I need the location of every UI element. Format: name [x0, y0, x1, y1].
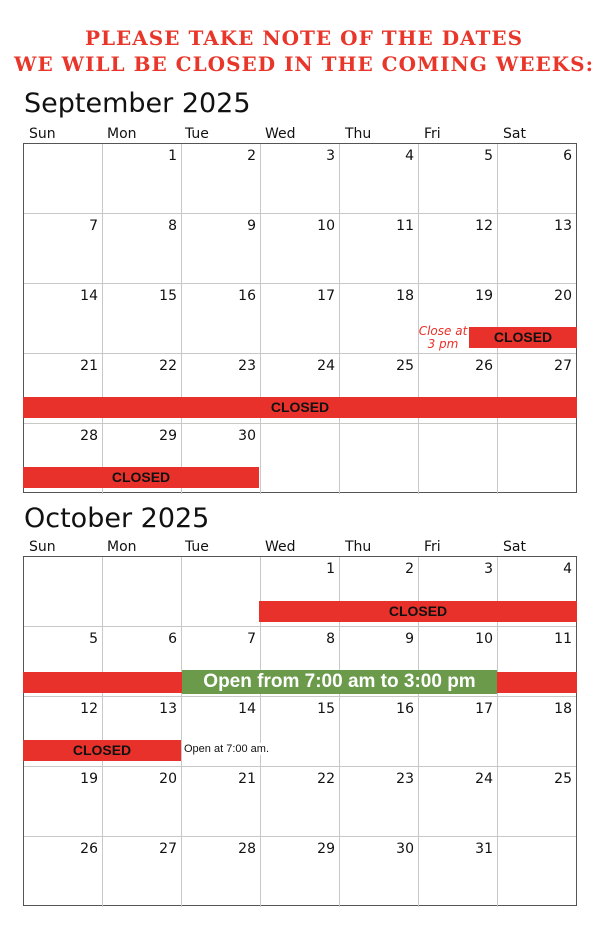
- day-number: 23: [396, 771, 414, 787]
- day-cell: [24, 767, 103, 837]
- day-number: 10: [317, 218, 335, 234]
- day-number: 18: [396, 288, 414, 304]
- day-cell: [182, 557, 261, 627]
- day-number: 6: [168, 631, 177, 647]
- day-cell: [103, 557, 182, 627]
- weekday-sun: Sun: [29, 539, 56, 555]
- day-cell: [498, 214, 576, 284]
- day-number: 2: [247, 148, 256, 164]
- weekday-fri: Fri: [424, 126, 441, 142]
- day-number: 20: [554, 288, 572, 304]
- day-cell: [24, 837, 103, 907]
- day-number: 2: [405, 561, 414, 577]
- day-cell: [261, 424, 340, 494]
- day-number: 26: [475, 358, 493, 374]
- day-cell: [340, 144, 419, 214]
- day-number: 14: [80, 288, 98, 304]
- day-cell: [182, 767, 261, 837]
- day-number: 1: [326, 561, 335, 577]
- day-cell: [24, 214, 103, 284]
- day-number: 22: [317, 771, 335, 787]
- day-number: 13: [554, 218, 572, 234]
- day-number: 31: [475, 841, 493, 857]
- day-number: 15: [159, 288, 177, 304]
- day-number: 25: [554, 771, 572, 787]
- day-cell: [498, 144, 576, 214]
- day-number: 18: [554, 701, 572, 717]
- weekday-fri: Fri: [424, 539, 441, 555]
- day-cell: [261, 214, 340, 284]
- day-number: 15: [317, 701, 335, 717]
- day-number: 1: [168, 148, 177, 164]
- day-number: 24: [317, 358, 335, 374]
- day-cell: [182, 144, 261, 214]
- weekday-sat: Sat: [503, 126, 526, 142]
- day-cell: [340, 697, 419, 767]
- day-cell: [103, 144, 182, 214]
- day-number: 29: [317, 841, 335, 857]
- weekday-thu: Thu: [345, 539, 372, 555]
- day-cell: [419, 837, 498, 907]
- day-cell: [182, 837, 261, 907]
- day-number: 30: [238, 428, 256, 444]
- day-number: 12: [80, 701, 98, 717]
- day-cell: [498, 837, 576, 907]
- day-number: 21: [238, 771, 256, 787]
- weekday-thu: Thu: [345, 126, 372, 142]
- weekday-wed: Wed: [265, 539, 296, 555]
- weekday-sun: Sun: [29, 126, 56, 142]
- day-cell: [419, 144, 498, 214]
- day-number: 11: [396, 218, 414, 234]
- day-cell: [24, 557, 103, 627]
- day-cell: [103, 767, 182, 837]
- day-number: 16: [238, 288, 256, 304]
- day-number: 4: [405, 148, 414, 164]
- day-number: 7: [247, 631, 256, 647]
- day-number: 28: [80, 428, 98, 444]
- day-cell: [498, 424, 576, 494]
- day-cell: [419, 214, 498, 284]
- day-cell: [182, 214, 261, 284]
- day-number: 9: [405, 631, 414, 647]
- weekday-sat: Sat: [503, 539, 526, 555]
- closed-bar-sep-20: CLOSED: [469, 327, 577, 348]
- day-number: 13: [159, 701, 177, 717]
- day-number: 6: [563, 148, 572, 164]
- day-number: 20: [159, 771, 177, 787]
- day-cell: [261, 284, 340, 354]
- day-number: 14: [238, 701, 256, 717]
- day-number: 8: [326, 631, 335, 647]
- day-cell: [103, 837, 182, 907]
- day-number: 19: [475, 288, 493, 304]
- close-early-note: Close at 3 pm: [418, 324, 468, 351]
- day-number: 3: [484, 561, 493, 577]
- day-number: 8: [168, 218, 177, 234]
- day-cell: [261, 767, 340, 837]
- day-number: 27: [554, 358, 572, 374]
- day-cell: [103, 214, 182, 284]
- closed-bar-sep-28-30: CLOSED: [23, 467, 259, 488]
- day-cell: [340, 284, 419, 354]
- day-cell: [103, 284, 182, 354]
- weekday-tue: Tue: [185, 126, 209, 142]
- day-cell: [498, 767, 576, 837]
- day-number: 5: [89, 631, 98, 647]
- september-title: September 2025: [24, 88, 251, 119]
- day-cell: [340, 214, 419, 284]
- closed-bar-oct-12-13: CLOSED: [23, 740, 181, 761]
- day-cell: [261, 837, 340, 907]
- day-number: 29: [159, 428, 177, 444]
- day-number: 24: [475, 771, 493, 787]
- open-hours-banner: Open from 7:00 am to 3:00 pm: [182, 670, 497, 694]
- day-number: 25: [396, 358, 414, 374]
- day-number: 28: [238, 841, 256, 857]
- day-number: 9: [247, 218, 256, 234]
- day-number: 26: [80, 841, 98, 857]
- day-cell: [24, 144, 103, 214]
- day-cell: [24, 284, 103, 354]
- day-number: 22: [159, 358, 177, 374]
- day-number: 30: [396, 841, 414, 857]
- day-number: 10: [475, 631, 493, 647]
- day-number: 7: [89, 218, 98, 234]
- day-number: 5: [484, 148, 493, 164]
- day-number: 17: [317, 288, 335, 304]
- day-number: 23: [238, 358, 256, 374]
- open-at-note: Open at 7:00 am.: [184, 743, 269, 755]
- closed-bar-oct-1-4: CLOSED: [259, 601, 577, 622]
- weekday-wed: Wed: [265, 126, 296, 142]
- day-number: 11: [554, 631, 572, 647]
- day-cell: [182, 284, 261, 354]
- weekday-mon: Mon: [107, 539, 137, 555]
- day-number: 19: [80, 771, 98, 787]
- day-number: 17: [475, 701, 493, 717]
- day-cell: [419, 424, 498, 494]
- day-number: 16: [396, 701, 414, 717]
- closed-bar-sep-week-21-27: CLOSED: [23, 397, 577, 418]
- day-cell: [340, 767, 419, 837]
- day-cell: [261, 144, 340, 214]
- weekday-tue: Tue: [185, 539, 209, 555]
- notice-line-1: PLEASE TAKE NOTE OF THE DATES: [84, 26, 524, 50]
- day-cell: [340, 424, 419, 494]
- day-number: 4: [563, 561, 572, 577]
- day-cell: [261, 697, 340, 767]
- day-number: 27: [159, 841, 177, 857]
- day-number: 12: [475, 218, 493, 234]
- weekday-mon: Mon: [107, 126, 137, 142]
- day-number: 3: [326, 148, 335, 164]
- day-cell: [498, 697, 576, 767]
- day-cell: [419, 767, 498, 837]
- day-number: 21: [80, 358, 98, 374]
- october-title: October 2025: [24, 503, 210, 534]
- day-cell: [182, 697, 261, 767]
- notice-line-2: WE WILL BE CLOSED IN THE COMING WEEKS:: [14, 52, 594, 76]
- day-cell: [419, 697, 498, 767]
- september-calendar-grid: [23, 143, 577, 493]
- day-cell: [340, 837, 419, 907]
